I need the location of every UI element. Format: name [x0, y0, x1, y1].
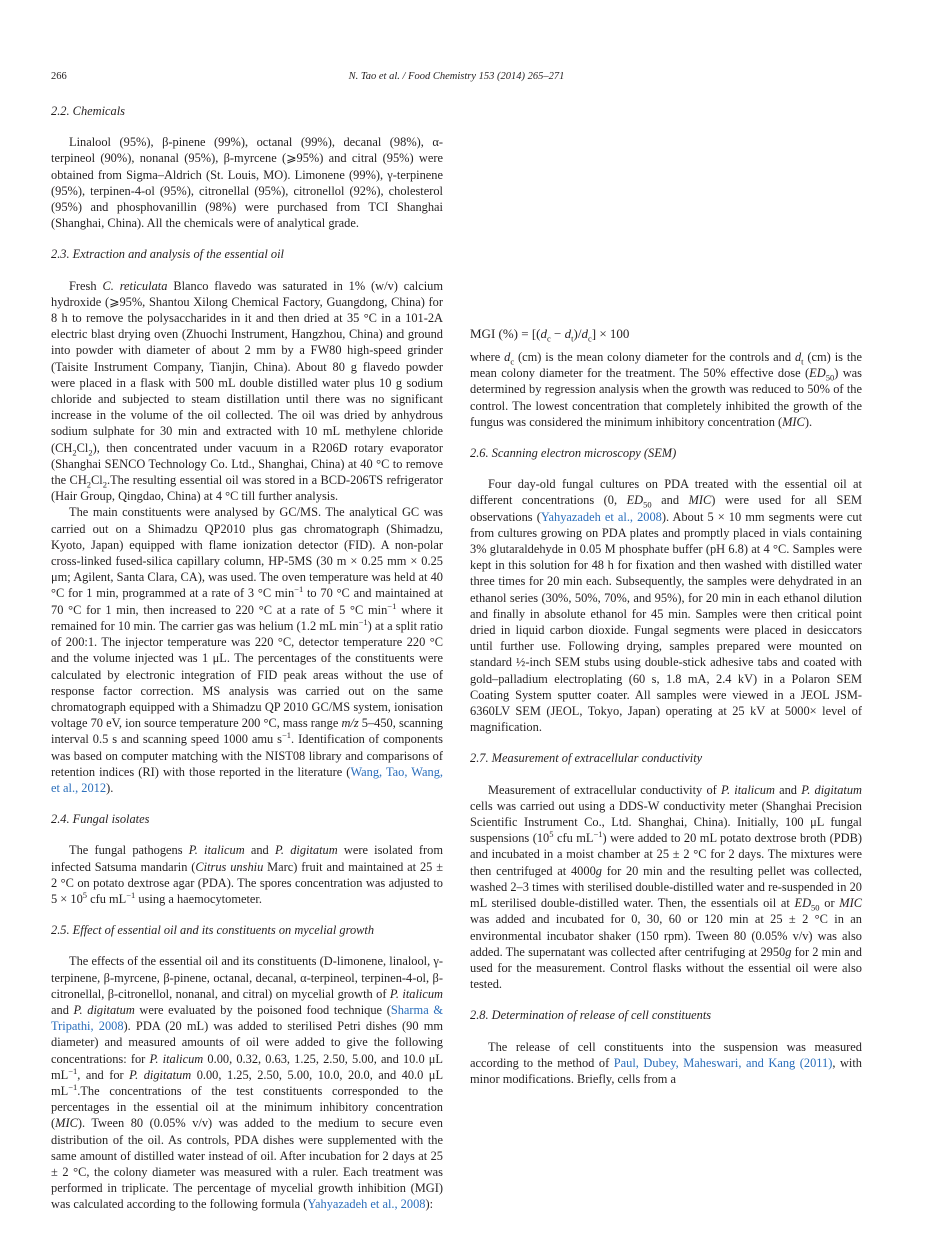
paragraph-extraction: Fresh C. reticulata Blanco flavedo was saturated in 1% (w/v) calcium hydroxide (⩾95%, Shantou Xilong Chemical Factory, Guangdong, China) for 8 h to remove the polysaccharides in it and then dried at 35 °C in a 101-2A electric blast drying oven (Zhuochi Instrument, Hangzhou, China) and ground into powder with diameter of about 2 mm by a FW80 high-speed grinder (Taisite Instrument Company, Tianjin, China). About 80 g flavedo powder were placed in a flask with 500 mL double distilled water plus 10 g sodium chloride and subjected to steam distillation until there was no significant increase in the volume of the oil collected. The oil was dried by anhydrous sodium sulphate for 30 min and extracted with 10 mL methylene chloride $(CH_2Cl_2)$, then concentrated under vacuum in a R206D rotary evaporator (Shanghai SENCO Technology Co. Ltd., Shanghai, China) at 40 °C to remove the $CH_2Cl_2.The$ resulting essential oil was stored in a BCD-206TS refrigerator (Hair Group, Qingdao, China) at 4 °C till further analysis. [51, 278, 444, 504]
ref-wang-2012[interactable]: Wang, Tao, Wang, et al., 2012 [51, 764, 443, 795]
ref-yahyazadeh-2008-sem[interactable]: Yahyazadeh et al., 2008 [540, 509, 662, 524]
heading-2-8: 2.8. Determination of release of cell constituents [470, 1008, 712, 1023]
mgi-formula: MGI (%) = $[(d_c - d_t)/d_c] \times 100$ [470, 326, 630, 344]
paragraph-mycelial-growth: The effects of the essential oil and its constituents (D-limonene, linalool, γ-terpinene, β-myrcene, β-pinene, octanal, decanal, α-terpineol, terpinen-4-ol, β-citronellal, β-citronellol, nonanal, and citral) on mycelial growth of P. italicum and P. digitatum were evaluated by the poisoned food technique (Sharma & Tripathi, 2008). PDA (20 mL) was added to sterilised Petri dishes (90 mm diameter) and measured amounts of oil were added to give the following concentrations: for P. italicum 0.00, 0.32, 0.63, 1.25, 2.50, 5.00, and 10.0 μL $mL^{-1}$, and for P. digitatum 0.00, 1.25, 2.50, 5.00, 10.0, 20.0, and 40.0 μL $mL^{-1}.The$ concentrations of the test constituents corresponded to the percentages in the essential oil at the minimum inhibitory concentration (MIC). Tween 80 (0.05% v/v) was added to the medium to secure even distribution of the oil. As controls, PDA dishes were supplemented with the same amount of distilled water instead of oil. After incubation for 2 days at 25 ± 2 °C, the colony diameter was measured with a ruler. Each treatment was performed in triplicate. The percentage of mycelial growth inhibition (MGI) was calculated according to the following formula (Yahyazadeh et al., 2008): [51, 954, 444, 1212]
paragraph-chemicals: Linalool (95%), β-pinene (99%), octanal (99%), decanal (98%), α-terpineol (90%), nonanal (95%), β-myrcene (⩾95%) and citral (95%) were obtained from Sigma–Aldrich (St. Louis, MO). Limonene (99%), γ-terpinene (95%), terpinen-4-ol (95%), citronellal (95%), citronellol (92%), cholesterol (95%) and phosphovanillin (98%) were purchased from TCI Shanghai (Shanghai, China). All the chemicals were of analytical grade. [51, 135, 443, 231]
ref-yahyazadeh-2008[interactable]: Yahyazadeh et al., 2008 [307, 1197, 426, 1212]
paragraph-mgi-definitions: where $d_c$ (cm) is the mean colony diameter for the controls and $d_t$ (cm) is the mean colony diameter for the treatment. The 50% effective dose $(ED_{50})$ was determined by regression analysis when the growth was reduced to 50% of the control. The lowest concentration that completely inhibited the growth of the fungus was considered the minimum inhibitory concentration (MIC). [470, 350, 862, 429]
paragraph-cell-constituents: The release of cell constituents into the suspension was measured according to the method of Paul, Dubey, Maheswari, and Kang (2011), with minor modifications. Briefly, cells from a [470, 1039, 862, 1086]
right-column [470, 103, 862, 1087]
page-number: 266 [51, 71, 67, 82]
left-column [51, 103, 443, 1213]
heading-2-7: 2.7. Measurement of extracellular conductivity [470, 751, 703, 766]
heading-2-5: 2.5. Effect of essential oil and its constituents on mycelial growth [51, 923, 375, 938]
heading-2-4: 2.4. Fungal isolates [51, 812, 150, 827]
page-header [51, 71, 862, 87]
heading-2-2: 2.2. Chemicals [51, 104, 125, 118]
heading-2-6: 2.6. Scanning electron microscopy (SEM) [470, 446, 677, 461]
ref-sharma-2008[interactable]: Sharma & Tripathi, 2008 [51, 1002, 443, 1034]
paragraph-fungal-isolates: The fungal pathogens P. italicum and P. digitatum were isolated from infected Satsuma mandarin (Citrus unshiu Marc) fruit and maintained at 25 ± 2 °C on potato dextrose agar (PDA). The spores concentration was adjusted to $5 \times 10^5$ cfu $mL^{-1}$ using a haemocytometer. [51, 843, 443, 906]
paragraph-gcms: The main constituents were analysed by GC/MS. The analytical GC was carried out on a Shimadzu QP2010 plus gas chromatograph (Shimadzu, Kyoto, Japan) equipped with flame ionization detector (FID). A non-polar cross-linked fused-silica capillary column, HP-5MS (30 m × 0.25 mm × 0.25 μm; Agilent, Santa Clara, CA), was used. The oven temperature was held at 40 °C for 1 min, programmed at a rate of 3 °C $\min^{-1}$ to 70 °C and maintained at 70 °C for 1 min, then increased to 220 °C at a rate of 5 °C $\min^{-1}$ where it remained for 10 min. The carrier gas was helium (1.2 mL $\min^{-1}$) at a split ratio of 200:1. The injector temperature was 220 °C, detector temperature 220 °C and the volume injected was 1 μL. The percentages of the constituents were calculated by electronic integration of FID peak areas without the use of response factor correction. MS analysis was carried out on the same chromatograph equipped with a Shimadzu QP 2010 GC/MS system, ionisation voltage 70 eV, ion source temperature 200 °C, mass range m/z 5–450, scanning interval 0.5 s and scanning speed 1000 amu $s^{-1}$. Identification of components was based on computer matching with the NIST08 library and comparisons of retention indices (RI) with those reported in the literature (Wang, Tao, Wang, et al., 2012). [51, 505, 444, 795]
running-title: N. Tao et al. / Food Chemistry 153 (2014) 265–271 [348, 71, 565, 82]
paragraph-conductivity: Measurement of extracellular conductivity of P. italicum and P. digitatum cells was carried out using a DDS-W conductivity meter (Shanghai Precision Scientific Instrument Co., Ltd. Shanghai, China). Initially, 100 μL fungal suspensions ($10^5$ cfu $mL^{-1}$) were added to 20 mL potato dextrose broth (PDB) and incubated in a moist chamber at 25 ± 2 °C for 2 days. The mixtures were then centrifuged at 4000g for 20 min and the resulting pellet was collected, washed 2–3 times with sterilised double-distilled water and re-suspended in 20 mL sterilised double-distilled water. Then, the essentials oil at $ED_{50}$ or MIC was added and incubated for 0, 30, 60 or 120 min at 25 ± 2 °C in an environmental incubator shaker (150 rpm). Tween 80 (0.05% v/v) was also added. The supernatant was collected after centrifuging at 2950g for 2 min and used for the measurement. Control flasks without the essential oil were also tested. [470, 782, 863, 992]
heading-2-3: 2.3. Extraction and analysis of the essential oil [51, 247, 284, 262]
ref-paul-2011[interactable]: Paul, Dubey, Maheswari, and Kang (2011) [613, 1055, 833, 1070]
paragraph-sem: Four day-old fungal cultures on PDA treated with the essential oil at different concentrations (0, $ED_{50}$ and MIC) were used for all SEM observations (Yahyazadeh et al., 2008). About 5 × 10 mm segments were cut from cultures growing on PDA plates and promptly placed in vials containing 3% glutaraldehyde in 0.05 M phosphate buffer (pH 6.8) at 4 °C. Samples were kept in this solution for 48 h for fixation and then washed with distilled water three times for 20 min each. Subsequently, the samples were dehydrated in an ethanol series (30%, 50%, 70%, and 95%), for 20 min in each ethanol dilution and finally in absolute ethanol for 45 min. Samples were then critical point dried in liquid carbon dioxide. Fungal segments were placed in desiccators until further use. Following drying, samples prepared were mounted on standard ½-inch SEM stubs using double-stick adhesive tabs and coated with gold–palladium electroplating (60 s, 1.8 mA, 2.4 kV) in a Polaron SEM Coating System sputter coater. All samples were viewed in a JEOL JSM-6360LV SEM (JEOL, Tokyo, Japan) operating at 25 kV at 5000× level of magnification. [470, 477, 863, 735]
